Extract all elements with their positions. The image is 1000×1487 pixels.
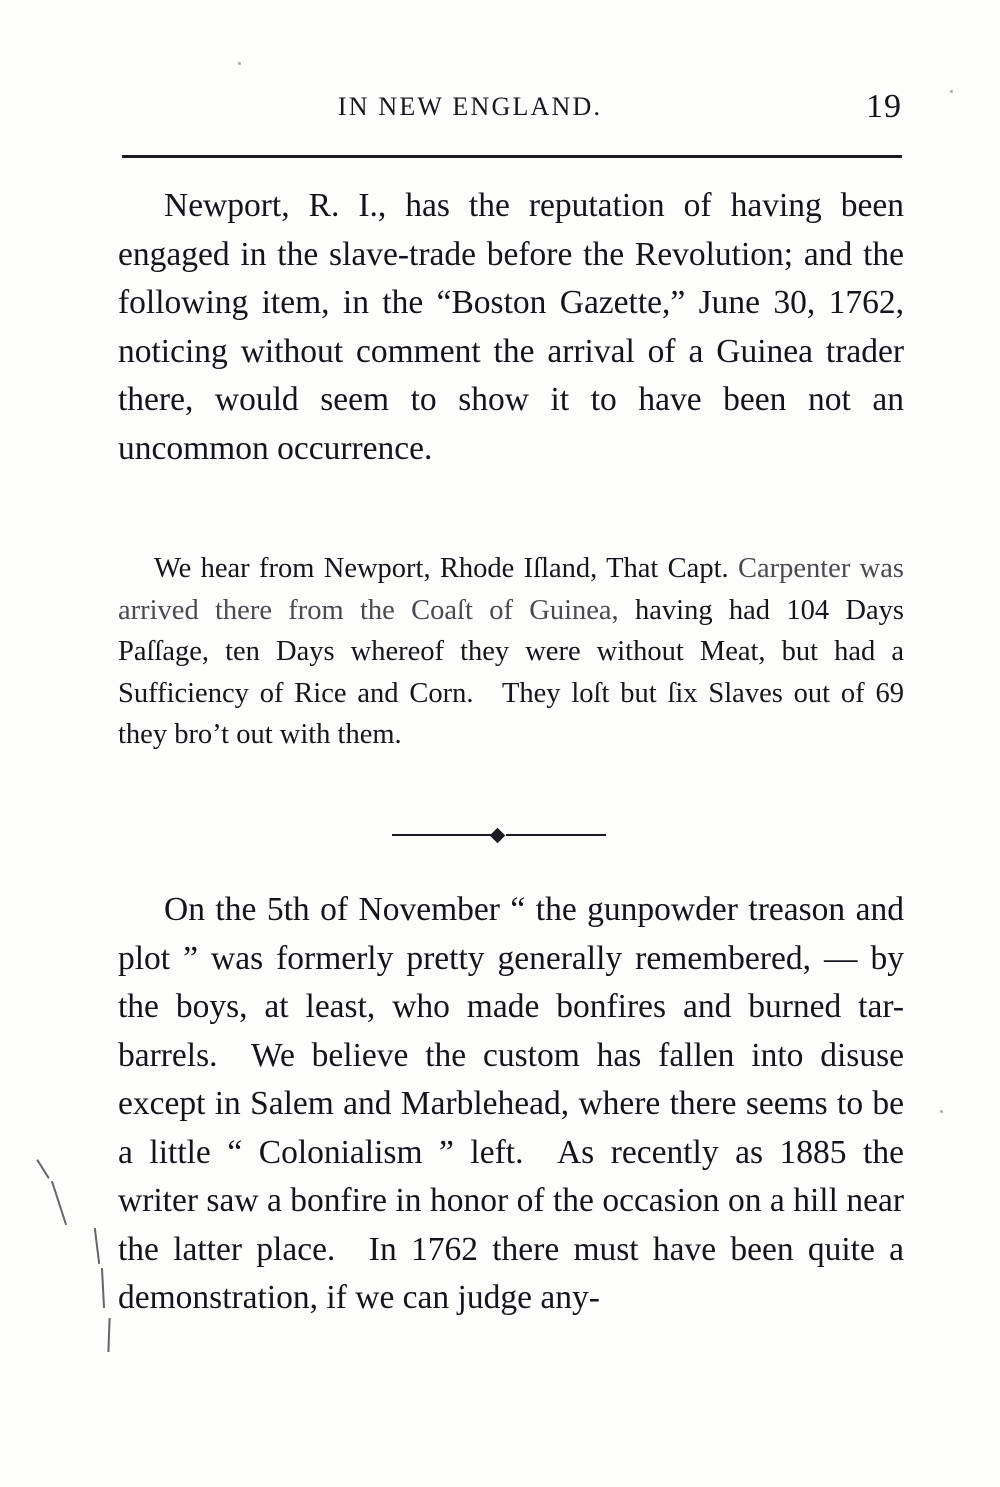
running-header xyxy=(120,88,902,134)
blockquote-newspaper-extract xyxy=(118,548,904,756)
pencil-stroke xyxy=(94,1228,100,1264)
divider-line-right xyxy=(506,834,606,836)
margin-pencil-marks xyxy=(34,1150,130,1390)
pencil-stroke xyxy=(51,1181,67,1225)
pencil-stroke xyxy=(101,1268,105,1308)
quote-remaining-text: having had 104 Days Paſſage, ten Days whereof they were without Meat, but had a Sufficiency of Rice and Corn. They loſt but ſix Slaves out of 69 they bro’t out with them. xyxy=(118,594,905,750)
divider-line-left xyxy=(392,834,492,836)
paragraph-2-text: On the 5th of November “ the gunpowder treason and plot ” was formerly pretty generally remembered, — by the boys, at least, who made bonfires and burned tar-barrels. We believe the custom has fallen into disuse except in Salem and Marblehead, where there seems to be a little “ Colonialism ” left. As recently as 1885 the writer saw a bonfire in honor of the occasion on a hill near the latter place. In 1762 there must have been quite a demonstration, if we can judge any- xyxy=(118,891,904,1316)
paper-speck xyxy=(238,62,241,65)
pencil-stroke xyxy=(107,1318,110,1352)
quote-line-1: We hear from Newport, Rhode Iſland, That Capt. xyxy=(154,553,729,584)
paragraph-1-text: Newport, R. I., has the reputation of having been engaged in the slave-trade before the Revolution; and the following item, in the “Boston Gazette,” June 30, 1762, noticing without comment the arrival of a Guinea trader there, would seem to show it to have been not an uncommon occurrence. xyxy=(118,187,904,467)
paper-speck xyxy=(940,1110,943,1113)
section-divider xyxy=(0,828,1000,842)
body-paragraph-1 xyxy=(118,182,904,473)
header-rule xyxy=(122,155,902,158)
paper-speck xyxy=(950,90,953,93)
body-paragraph-2 xyxy=(118,886,904,1323)
page-number: 19 xyxy=(866,88,902,125)
divider-diamond-icon xyxy=(490,828,506,844)
quote-line-2-faded: Carpenter was arrived there from the Coaſt of Guinea, xyxy=(118,553,904,626)
page-title: IN NEW ENGLAND. xyxy=(337,92,603,121)
pencil-stroke xyxy=(36,1159,49,1179)
